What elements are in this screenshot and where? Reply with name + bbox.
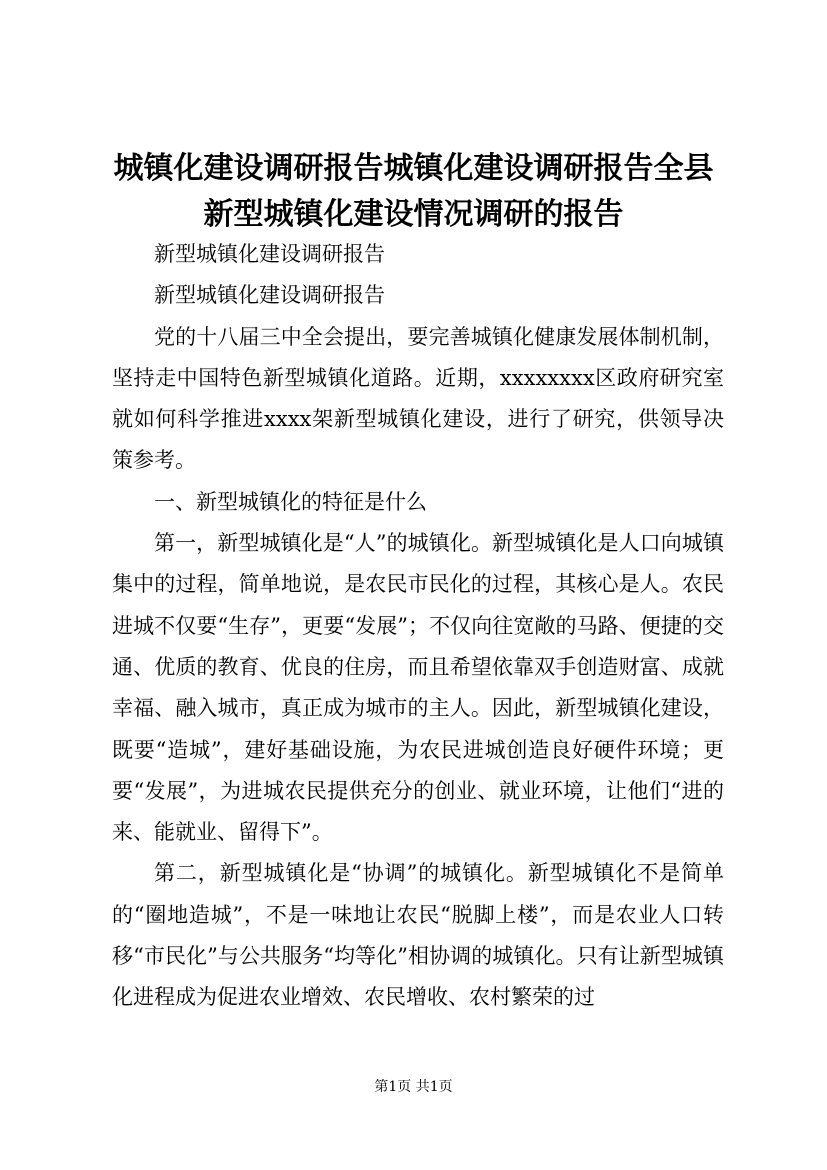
- document-body: [112, 234, 724, 1019]
- paragraph-subtitle-1: 新型城镇化建设调研报告: [154, 242, 385, 266]
- page-footer: 第1页 共1页: [374, 1079, 453, 1095]
- paragraph-second-point: 第二，新型城镇化是“协调”的城镇化。新型城镇化不是简单的“圈地造城”，不是一味地让农民“脱脚上楼”，而是农业人口转移“市民化”与公共服务“均等化”相协调的城镇化。只有让新型城镇化进程成为促进农业增效、农民增收、农村繁荣的过: [112, 861, 724, 1010]
- paragraph-subtitle-2: 新型城镇化建设调研报告: [154, 283, 385, 308]
- document-title: 城镇化建设调研报告城镇化建设调研报告全县新型城镇化建设情况调研的报告: [113, 151, 714, 232]
- paragraph-first-point: 第一，新型城镇化是“人”的城镇化。新型城镇化是人口向城镇集中的过程，简单地说，是农民市民化的过程，其核心是人。农民进城不仅要“生存”，更要“发展”；不仅向往宽敞的马路、便捷的交通、优质的教育、优良的住房，而且希望依靠双手创造财富、成就幸福、融入城市，真正成为城市的主人。因此，新型城镇化建设，既要“造城”，建好基础设施，为农民进城创造良好硬件环境；更要“发展”，为进城农民提供充分的创业、就业环境，让他们“进的来、能就业、留得下”。: [112, 531, 724, 845]
- section-heading-1: 一、新型城镇化的特征是什么: [154, 489, 427, 514]
- paragraph-intro: 党的十八届三中全会提出，要完善城镇化健康发展体制机制，坚持走中国特色新型城镇化道路。近期，xxxxxxxx区政府研究室就如何科学推进xxxx架新型城镇化建设，进行了研究，供领导决策参考。: [112, 324, 724, 473]
